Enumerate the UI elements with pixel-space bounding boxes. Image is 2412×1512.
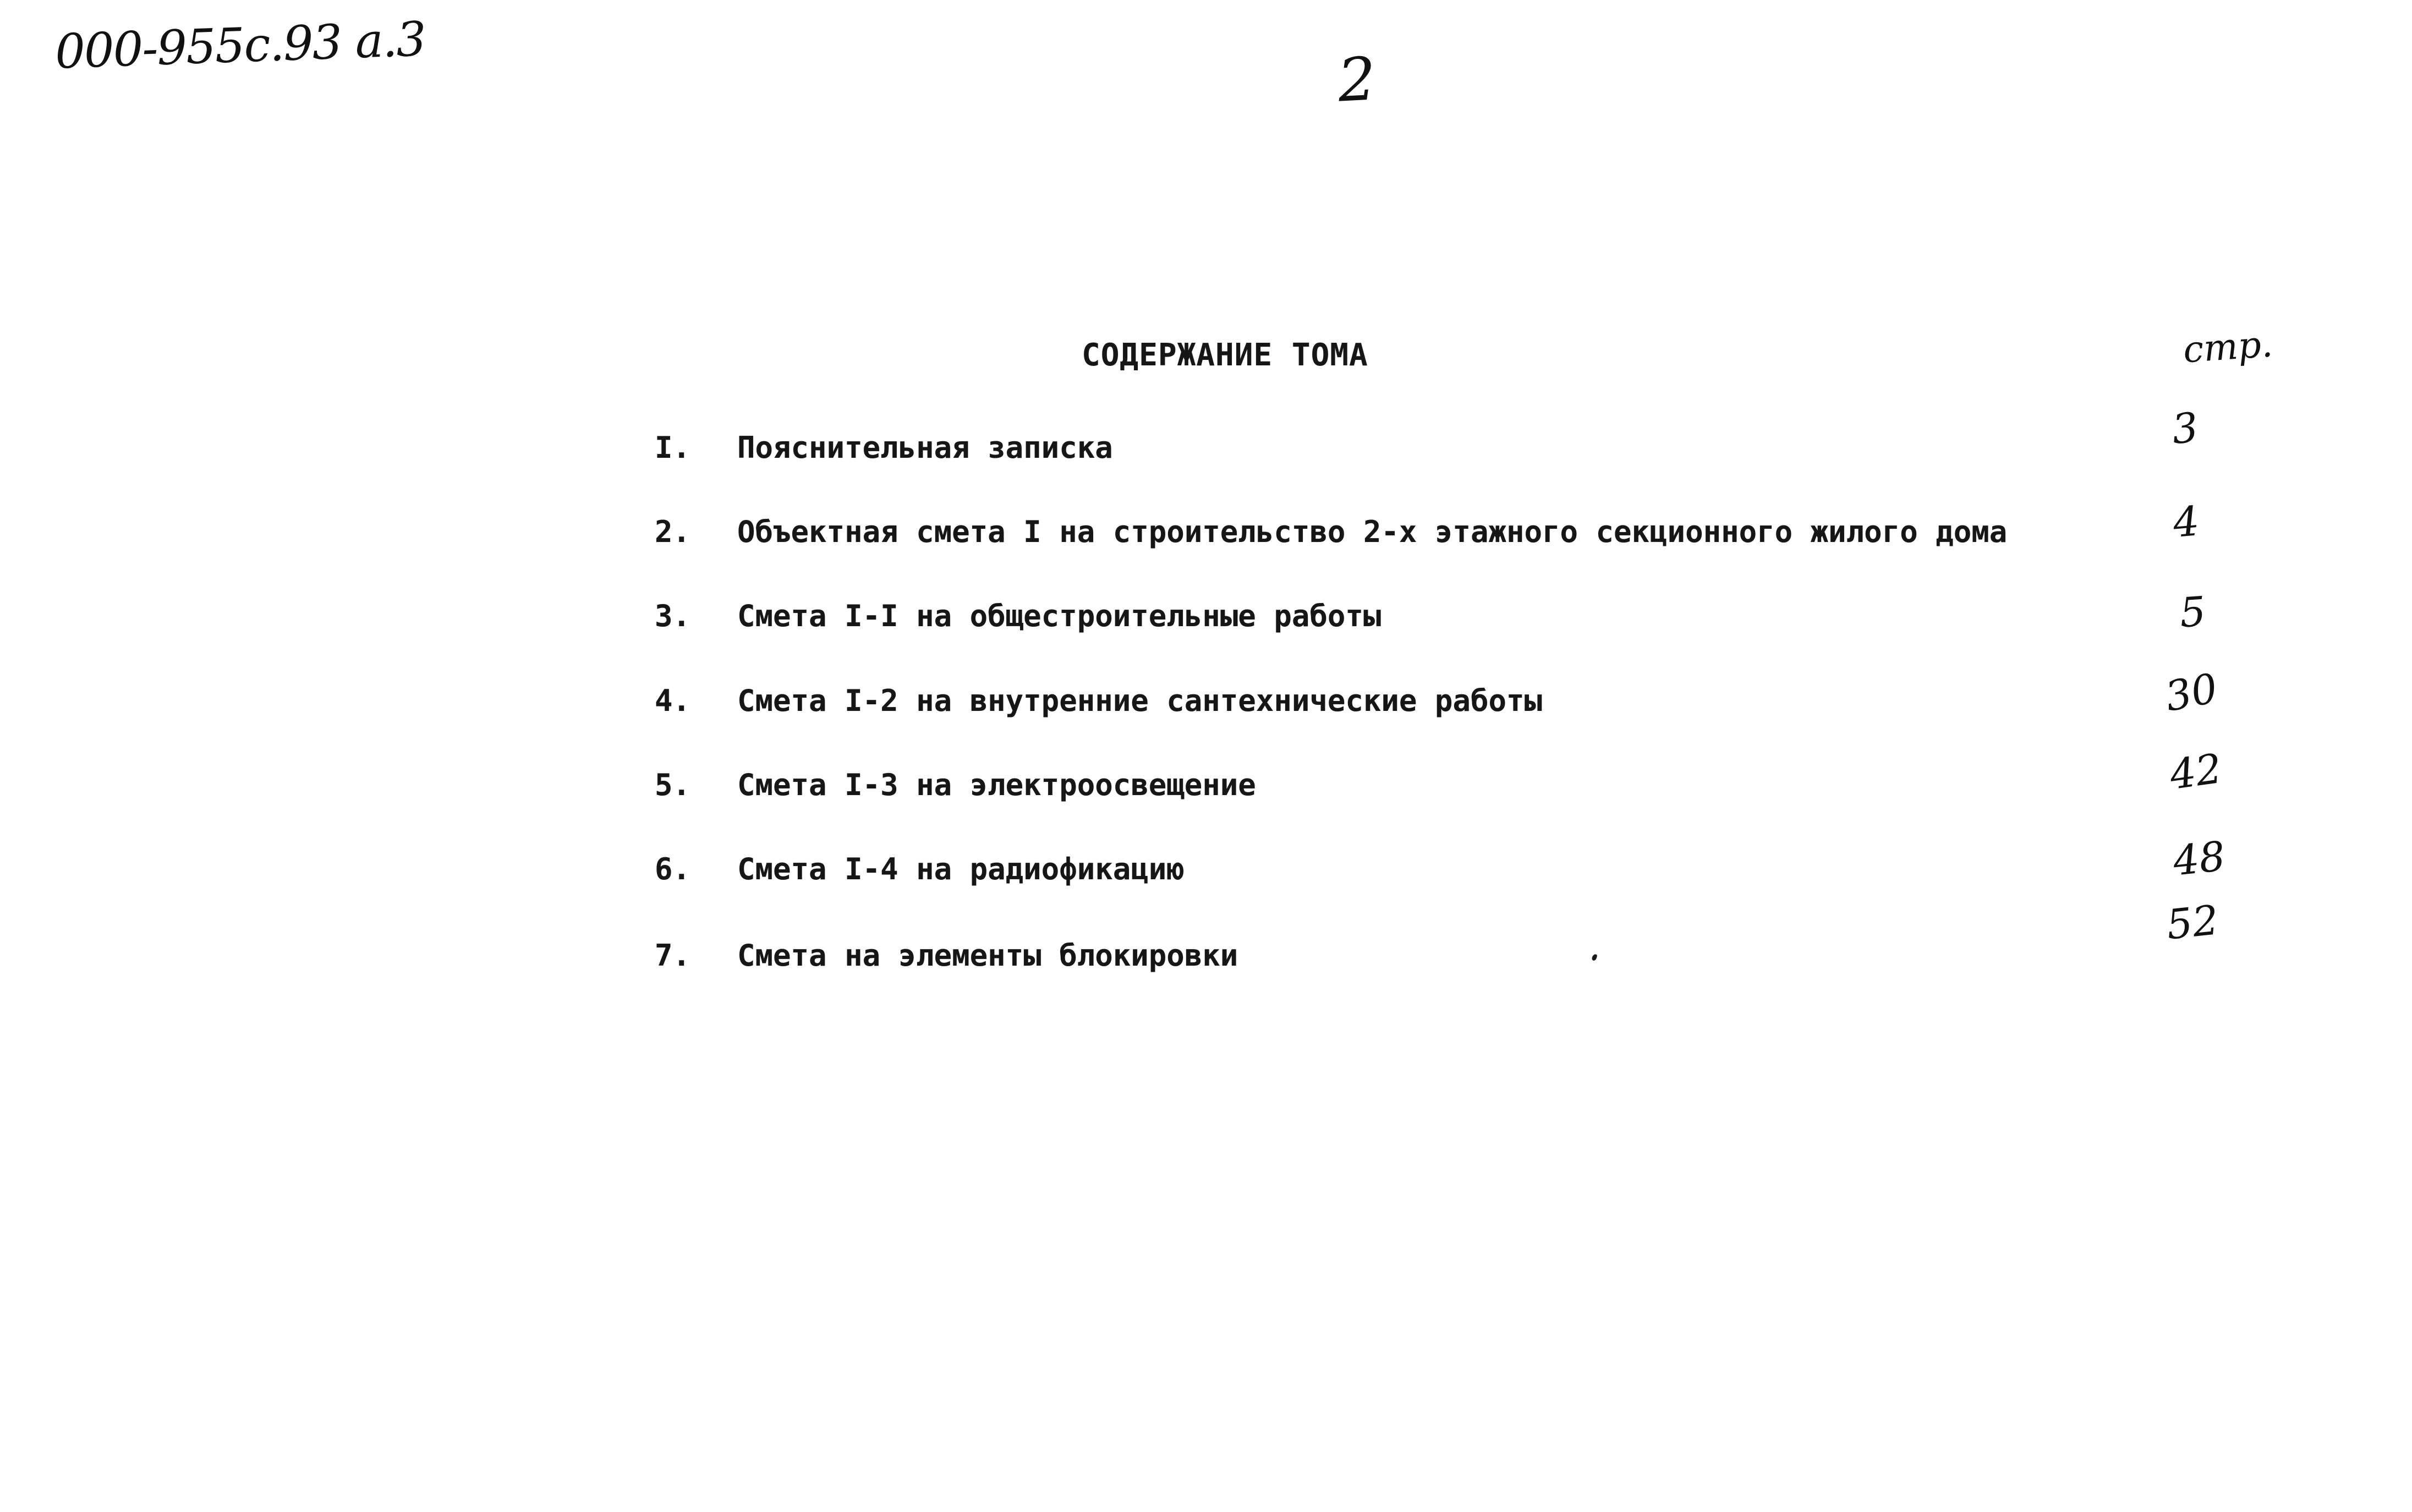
toc-item-page-number: 3 xyxy=(2169,403,2201,454)
toc-item-number: 3. xyxy=(655,599,691,633)
toc-row xyxy=(0,430,2412,472)
toc-row xyxy=(0,683,2412,725)
toc-item-number: 2. xyxy=(655,514,691,549)
toc-item-number: 5. xyxy=(655,768,691,802)
toc-item-number: 7. xyxy=(655,938,691,973)
toc-item-label: Объектная смета I на строительство 2-х этажного секционного жилого дома xyxy=(737,514,2008,549)
toc-row xyxy=(0,601,2412,640)
toc-item-label: Смета I-I на общестроительные работы xyxy=(737,599,1382,633)
page-column-header: стр. xyxy=(2181,322,2274,371)
toc-row xyxy=(0,514,2412,556)
toc-row xyxy=(0,854,2412,893)
toc-item-page-number: 42 xyxy=(2167,744,2225,799)
doc-number-handwriting: 000-955с.93 а.3 xyxy=(54,12,426,80)
toc-item-number: 4. xyxy=(655,683,691,718)
toc-row xyxy=(0,938,2412,979)
toc-row xyxy=(0,770,2412,809)
page-number-top: 2 xyxy=(1336,45,1378,116)
toc-title: СОДЕРЖАНИЕ ТОМА xyxy=(1082,337,1368,373)
toc-item-page-number: 30 xyxy=(2161,664,2222,721)
toc-item-label: Пояснительная записка xyxy=(737,430,1113,465)
toc-item-page-number: 4 xyxy=(2171,497,2201,547)
toc-item-page-number: 52 xyxy=(2164,896,2221,949)
toc-item-page-number: 5 xyxy=(2178,588,2208,637)
toc-item-page-number: 48 xyxy=(2170,832,2228,885)
toc-item-label: Смета I-3 на электроосвещение xyxy=(737,768,1256,802)
toc-item-number: 6. xyxy=(655,852,691,886)
toc-item-label: Смета I-2 на внутренние сантехнические работы xyxy=(737,683,1542,718)
toc-item-label: Смета на элементы блокировки xyxy=(737,938,1238,973)
toc-item-number: I. xyxy=(655,430,691,465)
toc-item-label: Смета I-4 на радиофикацию xyxy=(737,852,1185,886)
